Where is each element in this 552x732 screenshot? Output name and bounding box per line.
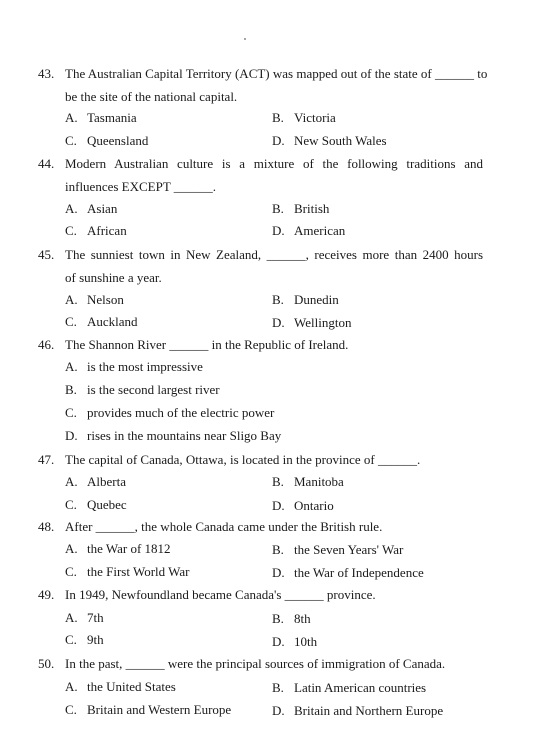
option-d	[272, 133, 387, 149]
option-letter: D.	[272, 565, 285, 580]
question-text-line1: After ______, the whole Canada came under the British rule.	[65, 519, 383, 534]
option-text: 9th	[87, 632, 104, 647]
option-c	[65, 405, 274, 421]
option-letter: C.	[65, 223, 77, 238]
option-c	[65, 314, 138, 330]
option-letter: B.	[272, 680, 284, 695]
option-letter: C.	[65, 497, 77, 512]
option-c	[65, 702, 231, 718]
option-b	[272, 292, 339, 308]
option-letter: A.	[65, 359, 78, 374]
option-letter: B.	[272, 611, 284, 626]
option-b	[272, 474, 344, 490]
option-a	[65, 474, 126, 490]
option-text: Nelson	[87, 292, 124, 307]
option-letter: B.	[272, 474, 284, 489]
question-text-line2: influences EXCEPT ______.	[65, 179, 217, 194]
option-text: 7th	[87, 610, 104, 625]
option-letter: A.	[65, 292, 78, 307]
option-text: New South Wales	[294, 133, 387, 148]
option-letter: C.	[65, 133, 77, 148]
option-letter: D.	[272, 634, 285, 649]
option-letter: C.	[65, 632, 77, 647]
option-letter: A.	[65, 110, 78, 125]
option-text: Alberta	[87, 474, 126, 489]
option-text: Wellington	[294, 315, 352, 330]
option-text: Dunedin	[294, 292, 339, 307]
option-letter: C.	[65, 702, 77, 717]
option-c	[65, 497, 127, 513]
option-letter: D.	[272, 315, 285, 330]
option-text: Latin American countries	[294, 680, 427, 695]
option-d	[272, 703, 443, 719]
option-letter: A.	[65, 201, 78, 216]
option-b	[272, 201, 329, 217]
option-text: is the most impressive	[87, 359, 203, 374]
option-letter: D.	[272, 703, 285, 718]
question-number: 50.	[38, 656, 55, 671]
option-text: the First World War	[87, 564, 190, 579]
option-letter: C.	[65, 564, 77, 579]
option-text: the United States	[87, 679, 176, 694]
option-letter: B.	[272, 201, 284, 216]
option-a	[65, 359, 203, 375]
option-letter: D.	[272, 223, 285, 238]
option-text: African	[87, 223, 127, 238]
option-letter: D.	[65, 428, 78, 443]
option-b	[272, 611, 311, 627]
question-number: 47.	[38, 452, 55, 467]
option-d	[272, 565, 424, 581]
option-letter: D.	[272, 133, 285, 148]
option-text: rises in the mountains near Sligo Bay	[87, 428, 282, 443]
option-b	[272, 110, 336, 126]
option-c	[65, 564, 190, 580]
option-letter: A.	[65, 474, 78, 489]
option-d	[65, 428, 281, 444]
option-text: Tasmania	[87, 110, 137, 125]
option-text: the War of Independence	[294, 565, 424, 580]
option-a	[65, 541, 171, 557]
question-text-line1: Modern Australian culture is a mixture of the following traditions and	[65, 156, 483, 171]
option-letter: A.	[65, 679, 78, 694]
option-d	[272, 315, 351, 331]
option-text: 10th	[294, 634, 318, 649]
question-text-line1: The sunniest town in New Zealand, ______, receives more than 2400 hours	[65, 247, 483, 262]
option-text: Auckland	[87, 314, 138, 329]
option-b	[65, 382, 220, 398]
option-text: 8th	[294, 611, 311, 626]
option-text: British	[294, 201, 330, 216]
option-c	[65, 223, 127, 239]
option-text: Queensland	[87, 133, 149, 148]
option-letter: B.	[272, 110, 284, 125]
option-d	[272, 223, 345, 239]
option-text: Manitoba	[294, 474, 344, 489]
question-number: 48.	[38, 519, 55, 534]
option-a	[65, 110, 137, 126]
option-text: is the second largest river	[87, 382, 220, 397]
option-letter: A.	[65, 541, 78, 556]
option-letter: D.	[272, 498, 285, 513]
question-number: 44.	[38, 156, 55, 171]
scan-speck	[244, 38, 246, 40]
option-letter: B.	[272, 292, 284, 307]
option-text: Britain and Northern Europe	[294, 703, 444, 718]
question-number: 46.	[38, 337, 55, 352]
option-text: Ontario	[294, 498, 334, 513]
question-number: 45.	[38, 247, 55, 262]
option-text: Quebec	[87, 497, 127, 512]
option-d	[272, 634, 317, 650]
question-text-line1: In 1949, Newfoundland became Canada's ______ province.	[65, 587, 376, 602]
option-a	[65, 292, 124, 308]
question-text-line1: In the past, ______ were the principal sources of immigration of Canada.	[65, 656, 446, 671]
option-letter: A.	[65, 610, 78, 625]
option-a	[65, 201, 117, 217]
option-a	[65, 679, 176, 695]
option-d	[272, 498, 334, 514]
question-text-line1: The capital of Canada, Ottawa, is located in the province of ______.	[65, 452, 421, 467]
option-c	[65, 632, 104, 648]
question-text-line2: be the site of the national capital.	[65, 89, 238, 104]
question-text-line1: The Australian Capital Territory (ACT) was mapped out of the state of ______ to	[65, 66, 488, 81]
option-letter: B.	[272, 542, 284, 557]
option-text: the War of 1812	[87, 541, 171, 556]
question-number: 43.	[38, 66, 55, 81]
option-text: the Seven Years' War	[294, 542, 404, 557]
option-text: American	[294, 223, 346, 238]
option-a	[65, 610, 104, 626]
question-number: 49.	[38, 587, 55, 602]
option-letter: C.	[65, 405, 77, 420]
question-text-line2: of sunshine a year.	[65, 270, 162, 285]
option-letter: C.	[65, 314, 77, 329]
option-b	[272, 542, 403, 558]
question-text-line1: The Shannon River ______ in the Republic of Ireland.	[65, 337, 349, 352]
option-letter: B.	[65, 382, 77, 397]
option-text: Victoria	[294, 110, 336, 125]
option-text: Asian	[87, 201, 118, 216]
option-c	[65, 133, 148, 149]
option-text: Britain and Western Europe	[87, 702, 232, 717]
option-b	[272, 680, 426, 696]
option-text: provides much of the electric power	[87, 405, 275, 420]
